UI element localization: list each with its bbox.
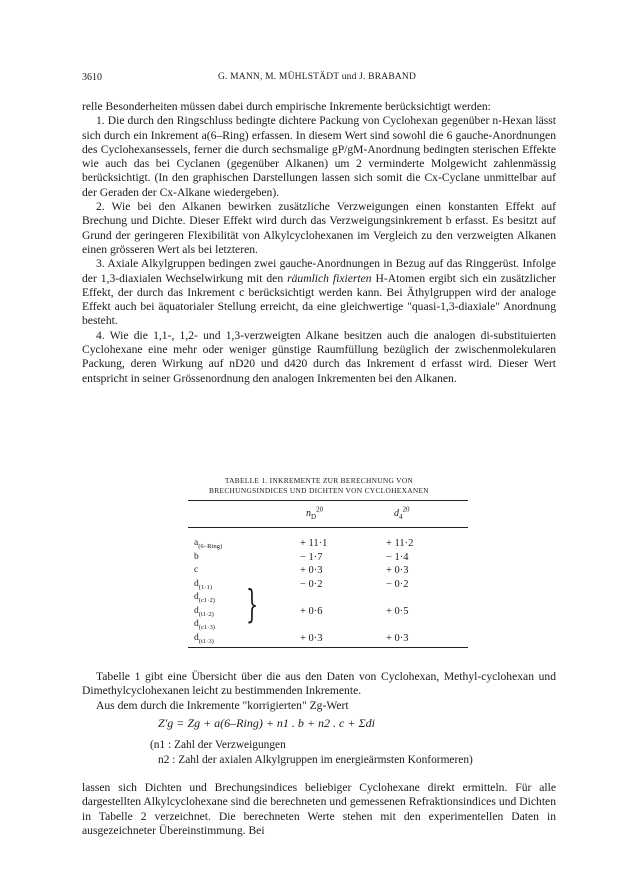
table-cell-refractive-index: + 11·1 <box>300 538 328 549</box>
table-caption <box>82 476 556 496</box>
table-rule-header <box>188 527 468 528</box>
table-row <box>188 565 468 577</box>
table-cell-refractive-index: + 0·6 <box>300 605 323 617</box>
table-row-label: b <box>194 551 199 562</box>
table-row <box>188 552 468 564</box>
table-row <box>188 592 468 604</box>
table-cell-refractive-index: + 0·3 <box>300 632 323 644</box>
formula-note-1: (n1 : Zahl der Verzweigungen <box>150 739 286 751</box>
paragraph-2: 2. Wie bei den Alkanen bewirken zusätzliche Verzweigungen einen konstanten Effekt auf Brechung und Dichte. Dieser Effekt wird durch das Verzweigungsinkrement b erfasst. Es besitzt auf Grund der geringeren Flexibilität von Alkylcyclohexanen im Vergleich zu den verzweigten Alkanen einen grösseren Wert als bei letzteren. <box>82 200 556 256</box>
page-number: 3610 <box>82 72 102 83</box>
table-row <box>188 538 468 550</box>
table-row <box>188 606 468 618</box>
paragraph-3-emphasis: räumlich fixierten <box>287 271 372 285</box>
table-cell-density: − 1·4 <box>386 551 409 563</box>
table-row-label: c <box>194 565 199 575</box>
table-row-label: $d_{(t1\cdot 2)}$ <box>194 605 214 618</box>
table-cell-refractive-index: + 0·3 <box>300 565 323 576</box>
table-row-label: $d_{(c1\cdot 2)}$ <box>194 592 215 604</box>
paragraph-5: Tabelle 1 gibt eine Übersicht über die aus den Daten von Cyclohexan, Methyl-cyclohexan und Dimethylcyclohexanen leicht zu bestimmenden Inkremente. <box>82 670 556 698</box>
body-text <box>82 100 556 386</box>
table-cell-refractive-index: − 1·7 <box>300 551 323 563</box>
table-cell-density: + 0·5 <box>386 605 409 617</box>
header-authors: G. MANN, M. MÜHLSTÄDT und J. BRABAND <box>217 72 417 82</box>
paragraph-intro: relle Besonderheiten müssen dabei durch empirische Inkremente berücksichtigt werden: <box>82 100 491 113</box>
table-rule-top <box>188 500 468 501</box>
formula-note-2: n2 : Zahl der axialen Alkylgruppen im energieärmsten Konformeren) <box>158 754 473 766</box>
formula-notes <box>150 738 473 768</box>
table-row-label: $d_{(t1\cdot 3)}$ <box>194 632 214 645</box>
table-row <box>188 619 468 631</box>
running-header <box>82 72 552 86</box>
table-row-label: $a_{(6-Ring)}$ <box>194 538 223 550</box>
table-header-refractive-index: $n_D^{20}$ <box>306 505 324 521</box>
table-cell-density: − 0·2 <box>386 578 409 590</box>
table-cell-density: + 11·2 <box>386 538 414 549</box>
table-rule-bottom <box>188 647 468 648</box>
paragraph-6: Aus dem durch die Inkremente "korrigierten" Zg-Wert <box>96 698 349 712</box>
table-brace: } <box>246 582 259 626</box>
paragraph-3-part-b: H-Atomen ergibt sich ein zusätzlicher Effekt, der durch das Inkrement c berücksichtigt werden kann. Bei Äthylgruppen wird der analoge Effekt auch bei äquatorialer Stellung erreicht, da eine gleichwertige "quasi-1,3-diaxiale" Anordnung besteht. <box>82 271 556 328</box>
increment-formula: Z′g = Zg + a(6–Ring) + n1 . b + n2 . c + Σdi <box>158 716 375 730</box>
table-header-density: $d_4^{20}$ <box>394 505 410 521</box>
paragraph-3-part-a: 3. Axiale Alkylgruppen bedingen zwei gauche-Anordnungen in Bezug auf das Ringgerüst. Infolge der 1,3-diaxialen Wechselwirkung mit den <box>82 257 556 285</box>
table-cell-density: + 0·3 <box>386 632 409 644</box>
table-row <box>188 579 468 591</box>
paragraph-4: 4. Wie die 1,1-, 1,2- und 1,3-verzweigten Alkane besitzen auch die analogen di-substituierten Cyclohexane eine mehr oder weniger günstige Raumfüllung bezüglich der zwischenmolekularen Packung, deren Wirkung auf nD20 und d420 durch das Inkrement d erfasst wird. Dieser Wert entspricht in seiner Grössenordnung den analogen Inkrementen bei den Alkanen. <box>82 328 556 385</box>
text-after-table <box>82 670 556 713</box>
table-cell-density: + 0·3 <box>386 565 409 576</box>
table-row-label: $d_{(c1\cdot 3)}$ <box>194 619 215 631</box>
table-row <box>188 633 468 645</box>
table-caption-line-2: BRECHUNGSINDICES UND DICHTEN VON CYCLOHEXANEN <box>209 486 429 495</box>
paragraph-1: 1. Die durch den Ringschluss bedingte dichtere Packung von Cyclohexan gegenüber n-Hexan lässt sich durch ein Inkrement a(6–Ring) erfassen. In diesem Wert sind sowohl die 6 gauche-Anordnungen des Cyclohexansessels, ferner die durch sechsmalige gP/gM-Anordnung bedingten sterischen Effekte wie auch das bei Cyclanen (gegenüber Alkanen) um 2 verminderte Molgewicht zahlenmässig berücksichtigt. (In den graphischen Darstellungen lassen sich somit die Cx-Cyclane unmittelbar auf der Geraden der Cx-Alkane wiedergeben). <box>82 114 556 199</box>
paragraph-7: lassen sich Dichten und Brechungsindices beliebiger Cyclohexane direkt ermitteln. Für alle dargestellten Alkylcyclohexane sind die berechneten und gemessenen Refraktionsindices und Dichten in Tabelle 2 verzeichnet. Die berechneten Werte stehen mit den experimentellen Daten in ausgezeichneter Übereinstimmung. Bei <box>82 781 556 837</box>
table-caption-line-1: TABELLE 1. INKREMENTE ZUR BERECHNUNG VON <box>224 476 414 485</box>
paragraph-3 <box>82 257 556 328</box>
table-row-label: $d_{(1\cdot 1)}$ <box>194 578 213 591</box>
table-cell-refractive-index: − 0·2 <box>300 578 323 590</box>
